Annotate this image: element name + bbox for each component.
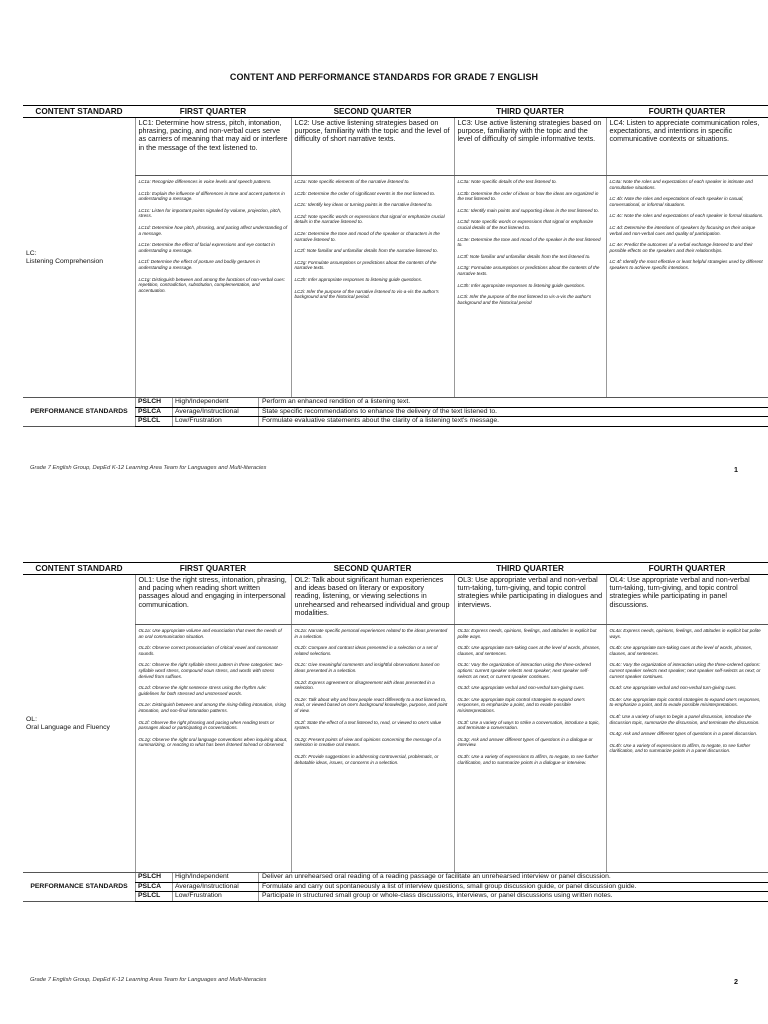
objectives-third-quarter (454, 176, 606, 398)
page-number: 2 (734, 977, 738, 986)
standard-code: OL: (26, 715, 37, 723)
performance-code: PSLCL (136, 892, 173, 902)
competency-third-quarter: LC3: Use active listening strategies based on purpose, familiarity with the topic and the level of difficulty of simple informative texts. (454, 118, 606, 176)
objectives-second-quarter (291, 625, 454, 873)
objectives-third-quarter (454, 625, 606, 873)
objective-item: OL4a: Express needs, opinions, feelings, and attitudes in explicit but polite ways. (609, 628, 761, 639)
document-page-2 (0, 512, 768, 1024)
objectives-row (23, 625, 768, 873)
performance-level: High/Independent (173, 398, 259, 407)
objective-item: LC2g: Formulate assumptions or predictions about the contents of the narrative texts. (294, 259, 437, 271)
performance-level: Low/Frustration (173, 892, 259, 902)
objective-item: OL4d: Use appropriate verbal and non-verbal turn-giving cues. (609, 685, 737, 691)
standard-code: LC: (26, 249, 37, 257)
performance-description: Deliver an unrehearsed oral reading of a reading passage or facilitate an unrehearsed interview or panel discussion. (259, 873, 768, 882)
objective-item: OL2c: Give meaningful comments and insightful observations based on ideas presented in a selection. (294, 662, 440, 673)
objective-item: OL2e: Talk about why and how people react differently to a text listened to, read, or viewed based on one's background knowledge, purpose, and point of view. (294, 696, 448, 713)
page-number: 1 (734, 465, 738, 474)
objective-item: LC 4b: Note the roles and expectations of each speaker in casual, conversational, or informal situations. (609, 196, 744, 207)
objective-item: OL3a: Express needs, opinions, feelings, and attitudes in explicit but polite ways. (457, 628, 597, 639)
objective-item: OL4e: Use appropriate topic control strategies to expand one's responses, to emphasize a point, and to evade possible misinterpretations. (609, 696, 761, 708)
objective-item: LC1a: Recognize differences in voice levels and speech patterns. (138, 179, 272, 184)
performance-row-high (23, 873, 768, 902)
objective-item: LC1c: Listen for important points signaled by volume, projection, pitch, stress. (138, 207, 282, 219)
competency-row (23, 118, 768, 176)
header-content-standard: CONTENT STANDARD (23, 106, 135, 118)
objective-item: OL1c: Observe the right syllable stress pattern in three categories: two-syllable word stress, compound noun stress, and words with stress derived from suffixes. (138, 662, 284, 679)
performance-description: Participate in structured small group or whole-class discussions, interviews, or panel discussions using written notes. (259, 892, 768, 902)
performance-description: Formulate evaluative statements about the clarity of a listening text's message. (259, 417, 768, 427)
header-fourth-quarter: FOURTH QUARTER (606, 563, 768, 575)
objective-item: OL4b: Use appropriate turn-taking cues at the level of words, phrases, clauses, and sentences. (609, 645, 753, 656)
performance-description: Formulate and carry out spontaneously a list of interview questions, small group discussion guide, or panel discussion guide. (259, 882, 768, 892)
standards-table-listening (23, 105, 768, 427)
objectives-first-quarter (135, 176, 291, 398)
objectives-row (23, 176, 768, 398)
content-standard-cell (23, 575, 135, 873)
objective-item: LC3b: Determine the order of ideas or how the ideas are organized in the text listened to. (457, 190, 599, 202)
objective-item: LC3c: Identify main points and supporting ideas in the text listened to. (457, 207, 599, 213)
objective-item: OL2d: Express agreement or disagreement with ideas presented in a selection. (294, 679, 435, 691)
header-content-standard: CONTENT STANDARD (23, 563, 135, 575)
objective-item: LC2i: Infer the purpose of the narrative listened to vis-a-vis the author's background and the historical period. (294, 288, 439, 300)
document-title: CONTENT AND PERFORMANCE STANDARDS FOR GRADE 7 ENGLISH (229, 72, 539, 82)
table-header-row (23, 106, 768, 118)
competency-second-quarter: OL2: Talk about significant human experiences and ideas based on literary or expository reading, listening, or viewing selections in unrehearsed and rehearsed individual and group modalities. (291, 575, 454, 625)
competency-fourth-quarter: OL4: Use appropriate verbal and non-verbal turn-taking, turn-giving, and topic control strategies while participating in panel discussions. (606, 575, 768, 625)
objective-item: LC 4c: Note the roles and expectations of each speaker in formal situations. (609, 213, 764, 219)
objectives-fourth-quarter (606, 176, 768, 398)
page-footer: Grade 7 English Group, DepEd K-12 Learning Area Team for Languages and Multi-literacies (30, 977, 267, 983)
objective-item: LC2c: Identify key ideas or turning points in the narrative listened to. (294, 202, 433, 208)
objective-item: OL3b: Use appropriate turn-taking cues at the level of words, phrases, clauses, and sentences. (457, 645, 601, 656)
competency-second-quarter: LC2: Use active listening strategies based on purpose, familiarity with the topic and the level of difficulty of short narrative texts. (291, 118, 454, 176)
header-second-quarter: SECOND QUARTER (291, 106, 454, 118)
objective-item: OL2g: Present points of view and opinions concerning the message of a selection in creative oral means. (294, 736, 441, 748)
objective-item: LC3f: Note familiar and unfamiliar details from the text listened to. (457, 253, 591, 259)
performance-standards-label: PERFORMANCE STANDARDS (23, 398, 135, 427)
objective-item: LC3i: Infer the purpose of the text listened to vis-a-vis the author's background and the historical period (457, 294, 592, 305)
standards-table-oral-language (23, 562, 768, 902)
objective-item: OL2f: State the effect of a text listened to, read, or viewed to one's value system. (294, 719, 442, 731)
header-first-quarter: FIRST QUARTER (135, 106, 291, 118)
objective-item: LC 4e: Predict the outcomes of a verbal exchange listened to and their possible effects on the speakers and their relationships. (609, 242, 753, 253)
performance-code: PSLCH (136, 398, 173, 407)
objective-item: OL4f: Use a variety of ways to begin a panel discussion, introduce the discussion topic, summarize the discussion, and terminate the discussion. (609, 713, 760, 725)
competency-first-quarter: OL1: Use the right stress, intonation, phrasing, and pacing when reading short written passages aloud and engaging in interpersonal communication. (135, 575, 291, 625)
objective-item: OL1b: Observe correct pronunciation of critical vowel and consonant sounds. (138, 645, 278, 656)
objective-item: OL4h: Use a variety of expressions to affirm, to negate, to see further clarification, and to summarize points in a panel discussion. (609, 742, 751, 754)
objectives-second-quarter (291, 176, 454, 398)
objective-item: LC1e: Determine the effect of facial expressions and eye contact in understanding a message. (138, 242, 275, 253)
objective-item: LC2a: Note specific elements of the narrative listened to. (294, 179, 410, 184)
performance-code: PSLCH (136, 873, 173, 882)
competency-row (23, 575, 768, 625)
competency-first-quarter: LC1: Determine how stress, pitch, intonation, phrasing, pacing, and non-verbal cues serve as carriers of meaning that may aid or interfere in the message of the text listened to. (135, 118, 291, 176)
objective-item: OL1e: Distinguish between and among the rising-falling intonation, rising intonation, and non-final intonation patterns. (138, 702, 286, 713)
performance-description: Perform an enhanced rendition of a listening text. (259, 398, 768, 407)
objective-item: LC2e: Determine the tone and mood of the speaker or characters in the narrative listened to. (294, 230, 440, 242)
objective-item: LC2b: Determine the order of significant events in the text listened to. (294, 190, 436, 196)
objective-item: OL2b: Compare and contrast ideas presented in a selection or a set of related selections. (294, 645, 438, 656)
objectives-fourth-quarter (606, 625, 768, 873)
objective-item: OL3e: Use appropriate topic control strategies to expand one's responses, to emphasize a point, and to evade possible misinterpretations. (457, 696, 585, 713)
objective-item: LC4a: Note the roles and expectations of each speaker in intimate and consultative situations. (609, 179, 753, 190)
header-third-quarter: THIRD QUARTER (454, 106, 606, 118)
standard-name: Oral Language and Fluency (26, 723, 110, 731)
objective-item: OL1a: Use appropriate volume and enunciation that meet the needs of an oral communication situation. (138, 628, 282, 639)
performance-code: PSLCA (136, 407, 173, 417)
table-header-row (23, 563, 768, 575)
objective-item: OL4g: Ask and answer different types of questions in a panel discussion. (609, 731, 758, 737)
objectives-first-quarter (135, 625, 291, 873)
header-fourth-quarter: FOURTH QUARTER (606, 106, 768, 118)
objective-item: OL3g: Ask and answer different types of questions in a dialogue or interview. (457, 736, 593, 748)
objective-item: LC3h: Infer appropriate responses to listening guide questions. (457, 282, 586, 288)
objective-item: LC 4f: Identify the most effective or least helpful strategies used by different speakers to achieve specific intentions. (609, 259, 763, 270)
performance-level: Average/Instructional (173, 882, 259, 892)
objective-item: OL4c: Vary the organization of interaction using the three-ordered options: current speaker selects next speaker; next speaker self-selects as next; or current speaker continues. (609, 662, 761, 679)
performance-standards-label: PERFORMANCE STANDARDS (23, 873, 135, 902)
objective-item: LC2h: Infer appropriate responses to listening guide questions. (294, 276, 423, 282)
objective-item: OL3d: Use appropriate verbal and non-verbal turn-giving cues. (457, 685, 585, 691)
performance-level: Average/Instructional (173, 407, 259, 417)
objective-item: LC1b: Explain the influence of differences in tone and accent patterns in understanding a message. (138, 190, 285, 202)
objective-item: LC3d: Note specific words or expressions that signal or emphasize crucial details of the text listened to. (457, 219, 594, 230)
content-standard-cell (23, 118, 135, 398)
competency-fourth-quarter: LC4: Listen to appreciate communication roles, expectations, and intentions in specific communicative contexts or situations. (606, 118, 768, 176)
objective-item: LC1g: Distinguish between and among the functions of non-verbal cues: repetition, contradiction, substitution, complementation, and accentuation. (138, 276, 286, 293)
objective-item: OL2h: Provide suggestions in addressing controversial, problematic, or debatable ideas, issues, or concerns in a selection. (294, 753, 439, 765)
performance-level: High/Independent (173, 873, 259, 882)
header-third-quarter: THIRD QUARTER (454, 563, 606, 575)
objective-item: LC1f: Determine the effect of posture and bodily gestures in understanding a message. (138, 259, 260, 270)
objective-item: LC2d: Note specific words or expressions that signal or emphasize crucial details in the narrative listened to. (294, 213, 445, 225)
performance-code: PSLCL (136, 417, 173, 427)
objective-item: OL2a: Narrate specific personal experiences related to the ideas presented in a selection. (294, 628, 448, 639)
competency-third-quarter: OL3: Use appropriate verbal and non-verbal turn-taking, turn-giving, and topic control strategies while participating in dialogues and interviews. (454, 575, 606, 625)
performance-row-high (23, 398, 768, 427)
objective-item: OL3c: Vary the organization of interaction using the three-ordered options: current speaker selects next speaker; next speaker self-selects as next; or current speaker continues. (457, 662, 591, 679)
objective-item: LC3e: Determine the tone and mood of the speaker in the text listened to. (457, 236, 601, 248)
objective-item: OL1f: Observe the right phrasing and pacing when reading texts or passages aloud or participating in conversations. (138, 719, 275, 731)
objective-item: LC 4d: Determine the intentions of speakers by focusing on their unique verbal and non-verbal cues and quality of participation. (609, 224, 756, 236)
objective-item: OL3h: Use a variety of expressions to affirm, to negate, to see further clarification, and to summarize points in a dialogue or interview. (457, 753, 599, 765)
objective-item: LC1d: Determine how pitch, phrasing, and pacing affect understanding of a message. (138, 224, 288, 236)
header-second-quarter: SECOND QUARTER (291, 563, 454, 575)
performance-description: State specific recommendations to enhance the delivery of the text listened to. (259, 407, 768, 417)
performance-code: PSLCA (136, 882, 173, 892)
header-first-quarter: FIRST QUARTER (135, 563, 291, 575)
page-footer: Grade 7 English Group, DepEd K-12 Learning Area Team for Languages and Multi-literacies (30, 465, 267, 471)
objective-item: OL1g: Observe the right oral language conventions when inquiring about, summarizing, or reacting to what has been listened to/read or observed. (138, 736, 288, 748)
objective-item: LC3a: Note specific details of the text listened to. (457, 179, 557, 184)
objective-item: LC3g: Formulate assumptions or predictions about the contents of the narrative texts. (457, 265, 600, 276)
objective-item: OL1d: Observe the right sentence stress using the rhythm rule: guidelines for both stressed and unstressed words. (138, 685, 267, 696)
objective-item: OL3f: Use a variety of ways to strike a conversation, introduce a topic, and terminate a conversation. (457, 719, 600, 731)
performance-level: Low/Frustration (173, 417, 259, 427)
standard-name: Listening Comprehension (26, 257, 104, 265)
objective-item: LC2f: Note familiar and unfamiliar details from the narrative listened to. (294, 248, 438, 254)
